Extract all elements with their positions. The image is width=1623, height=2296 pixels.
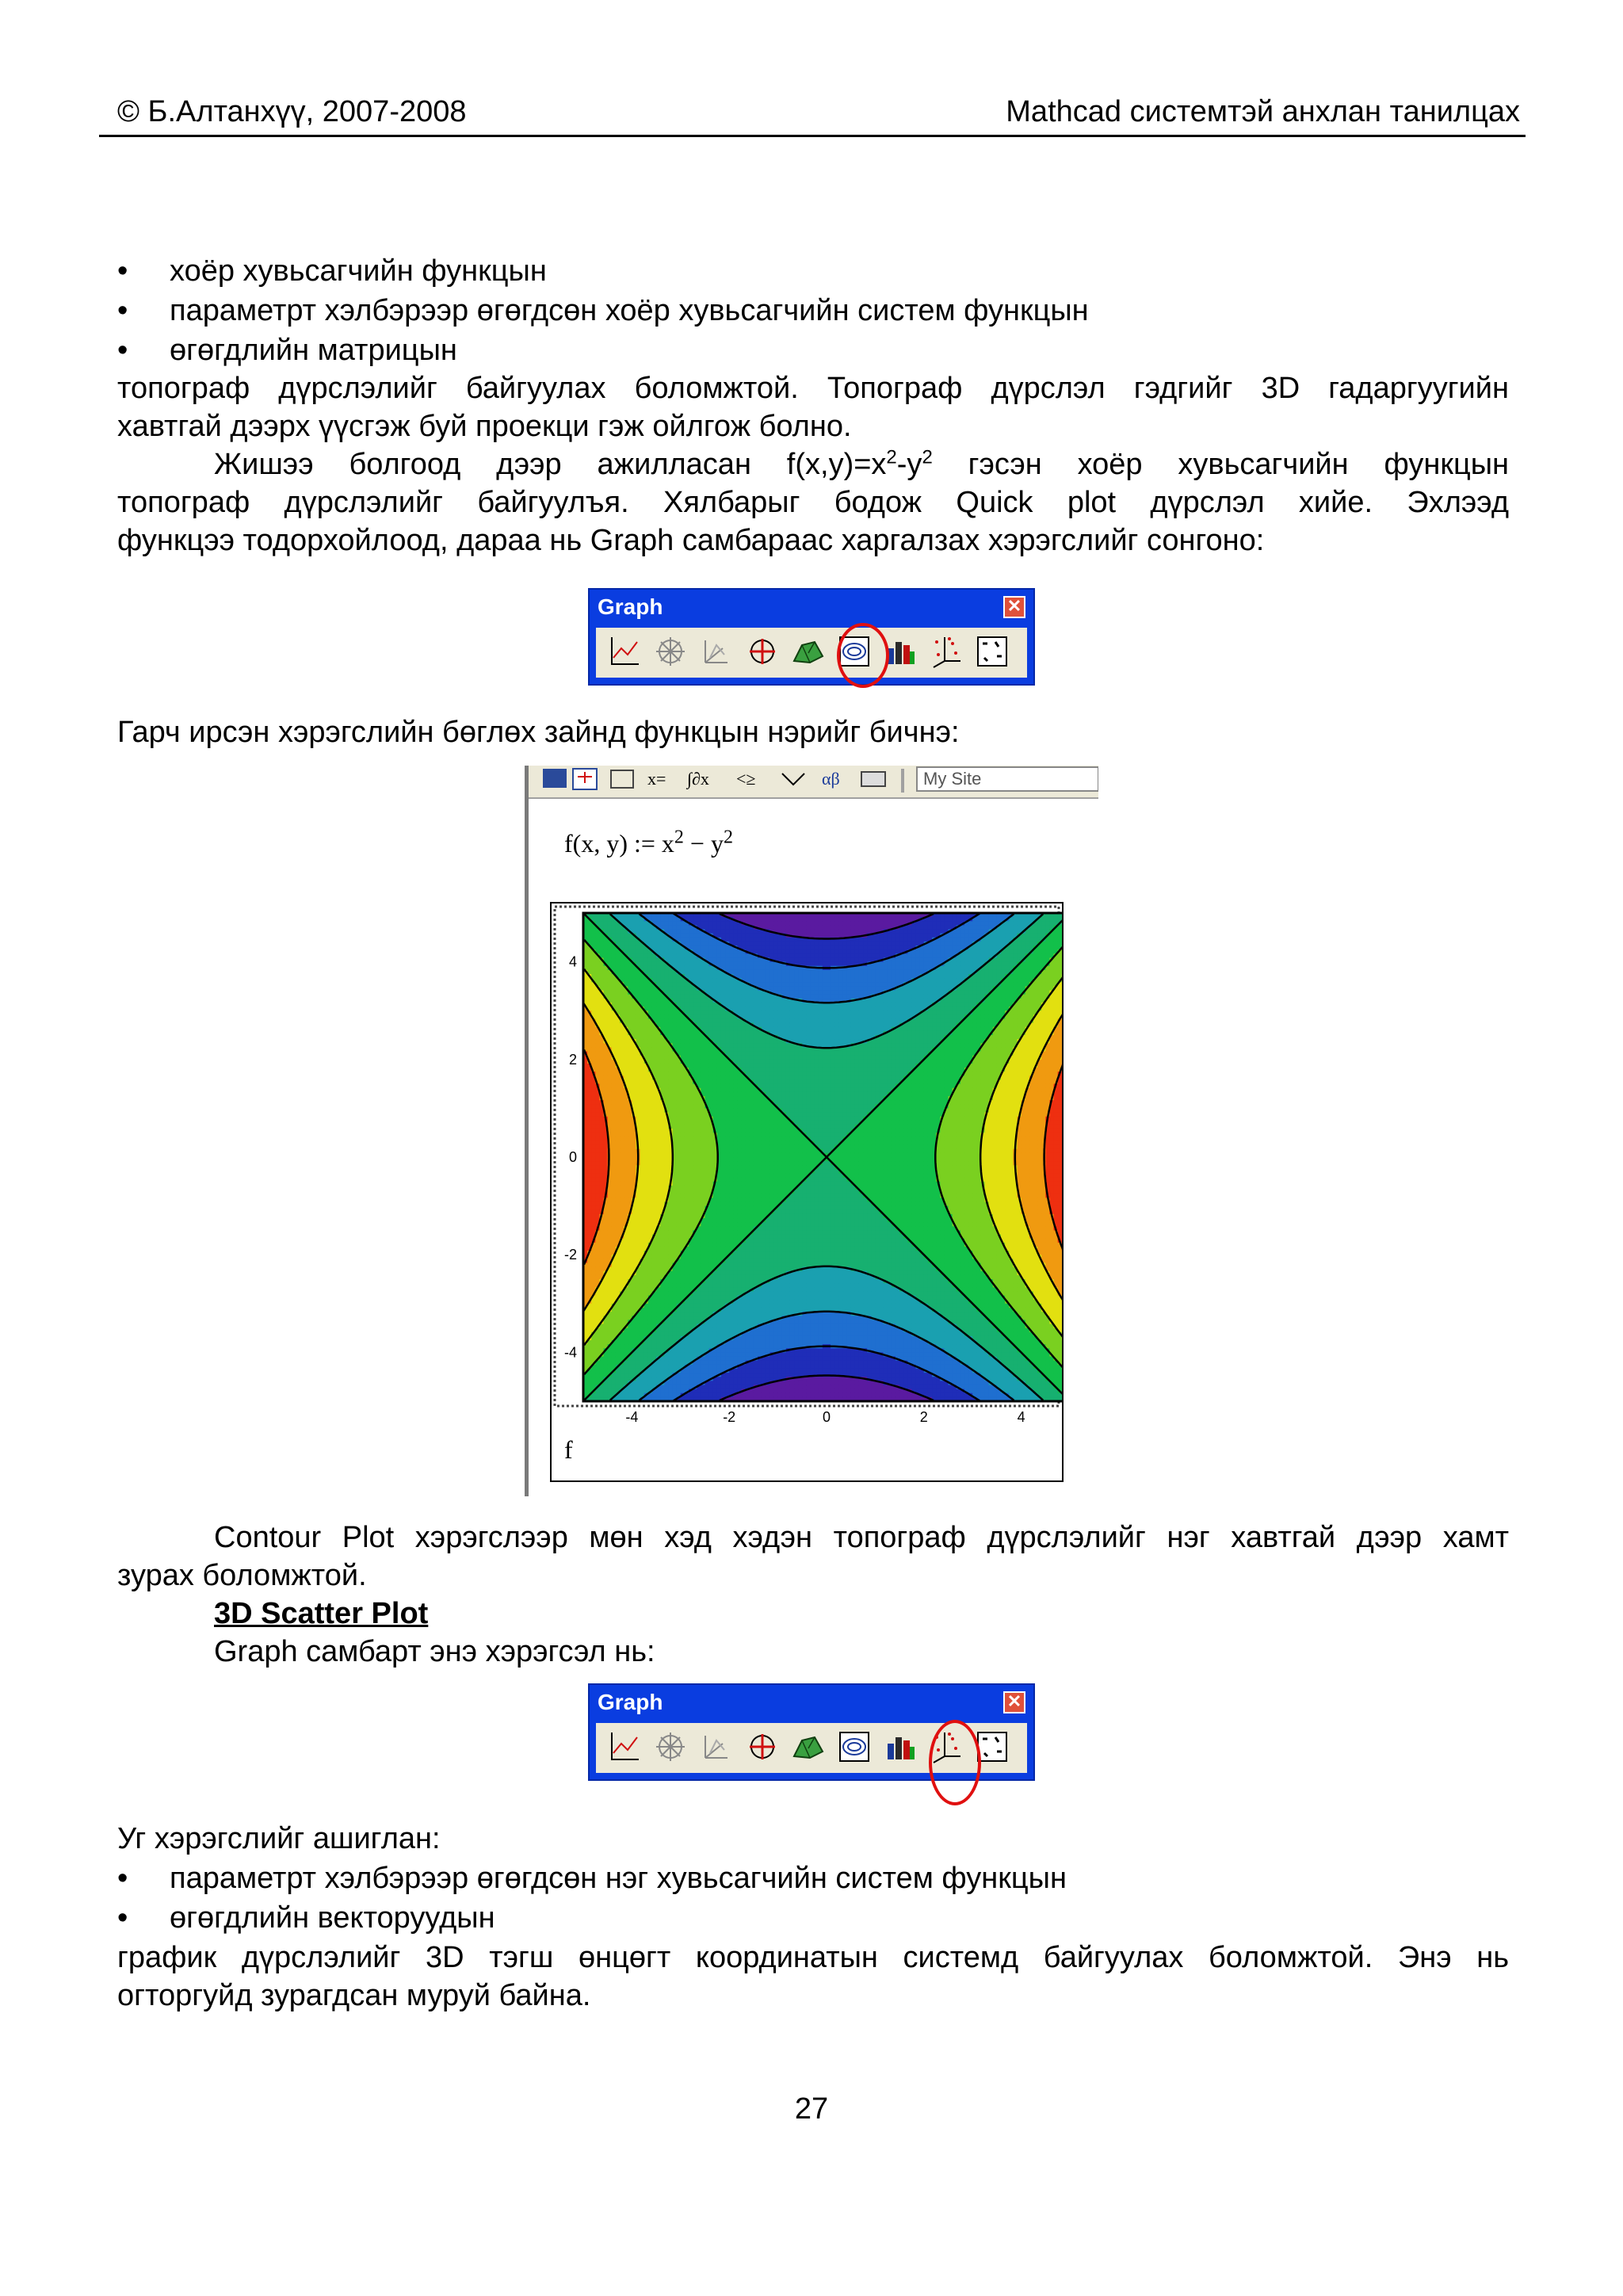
toolbar-title: Graph [598,594,663,619]
bullet-item: • хоёр хувьсагчийн функцын [117,254,547,288]
paragraph-line: огторгуйд зурагдсан муруй байна. [117,1979,591,2012]
x-tick-label: 4 [1017,1409,1025,1425]
surface-plot-icon[interactable] [699,634,734,669]
function-definition: f(x, y) := $x^2 - y^2$ [564,827,733,858]
paragraph-line: Graph самбарт энэ хэрэгсэл нь: [214,1635,655,1668]
bullet-item: • параметрт хэлбэрээр өгөгдсөн хоёр хувьсагчийн систем функцын [117,294,1089,327]
svg-text:αβ: αβ [822,769,840,789]
window-edge [525,766,529,1496]
paragraph-line: Гарч ирсэн хэрэгслийн бөглөх зайнд функцын нэрийг бичнэ: [117,716,960,749]
3d-bar-icon[interactable] [883,1729,918,1764]
xy-plot-icon[interactable] [607,1729,642,1764]
section-title: 3D Scatter Plot [214,1597,429,1630]
polar-plot-icon[interactable] [653,1729,688,1764]
paragraph-line: топограф дүрслэлийг байгуулъя. Хялбарыг бодож Quick plot дүрслэл хийе. Эхлээд [117,486,1509,519]
paragraph-line: зурах боломжтой. [117,1559,367,1592]
x-tick-label: 0 [822,1409,831,1425]
paragraph-line: Жишээ болгоод дээр ажилласан $f(x,y)=x^2-y^2$ гэсэн хоёр хувьсагчийн функцын [214,446,1510,481]
highlight-circle [929,1720,981,1805]
y-tick-label: -4 [563,1344,577,1361]
toolbar-body [596,628,1027,678]
paragraph-line: хавтгай дээрх үүсгэж буй проекци гэж ойлгож болно. [117,410,852,443]
y-tick-label: -2 [563,1247,577,1263]
graph-toolbar [588,1683,1035,1781]
graph-toolbar [588,588,1035,686]
plot-label: f [564,1435,573,1464]
paragraph-line: функцээ тодорхойлоод, дараа нь Graph самбараас харгалзах хэрэгслийг сонгоно: [117,524,1265,557]
header-rule [99,135,1526,137]
polar-plot-icon[interactable] [653,634,688,669]
xy-plot-icon[interactable] [607,634,642,669]
header-left: © Б.Алтанхүү, 2007-2008 [117,95,467,128]
paragraph-line: Contour Plot хэрэгслээр мөн хэд хэдэн топограф дүрслэлийг нэг хавтгай дээр хамт [214,1521,1509,1554]
x-tick-label: -2 [723,1409,736,1425]
contour-plot [552,904,1062,1480]
my-site-field: My Site [923,769,982,789]
bullet-item: • параметрт хэлбэрээр өгөгдсөн нэг хувьсагчийн систем функцын [117,1862,1067,1895]
paragraph-line: Уг хэрэгслийг ашиглан: [117,1822,441,1855]
highlight-circle [837,623,889,688]
bullet-item: • өгөгдлийн векторуудын [117,1901,495,1935]
close-icon[interactable]: ✕ [1003,596,1025,618]
3d-surface-icon[interactable] [791,634,826,669]
page-number: 27 [794,2092,829,2126]
toolbar-title: Graph [598,1690,663,1714]
x-tick-label: -4 [625,1409,639,1425]
mathcad-screenshot [525,766,1098,1496]
paragraph-line: график дүрслэлийг 3D тэгш өнцөгт координатын системд байгуулах боломжтой. Энэ нь [117,1941,1509,1974]
vector-field-icon[interactable] [745,634,780,669]
patch-plot-icon[interactable] [975,634,1010,669]
header-right: Mathcad системтэй анхлан танилцах [1006,95,1520,128]
mathcad-toolbar [529,766,1098,799]
y-tick-label: 2 [568,1051,577,1068]
mathcad-toolbar-icons [529,766,1098,796]
paragraph-line: топограф дүрслэлийг байгуулах боломжтой. Топограф дүрслэл гэдгийг 3D гадаргуугийн [117,372,1509,405]
close-icon[interactable]: ✕ [1003,1691,1025,1713]
surface-plot-icon[interactable] [699,1729,734,1764]
contour-plot-icon[interactable] [837,1729,872,1764]
svg-text:∫∂x: ∫∂x [687,769,709,789]
y-tick-label: 0 [568,1149,577,1165]
svg-text:<≥: <≥ [736,769,756,789]
vector-field-icon[interactable] [745,1729,780,1764]
3d-surface-icon[interactable] [791,1729,826,1764]
3d-scatter-icon[interactable] [929,634,964,669]
contour-plot-frame[interactable] [550,902,1064,1482]
svg-text:x=: x= [647,769,666,789]
y-tick-label: 4 [568,953,577,970]
x-tick-label: 2 [919,1409,928,1425]
bullet-item: • өгөгдлийн матрицын [117,334,457,367]
